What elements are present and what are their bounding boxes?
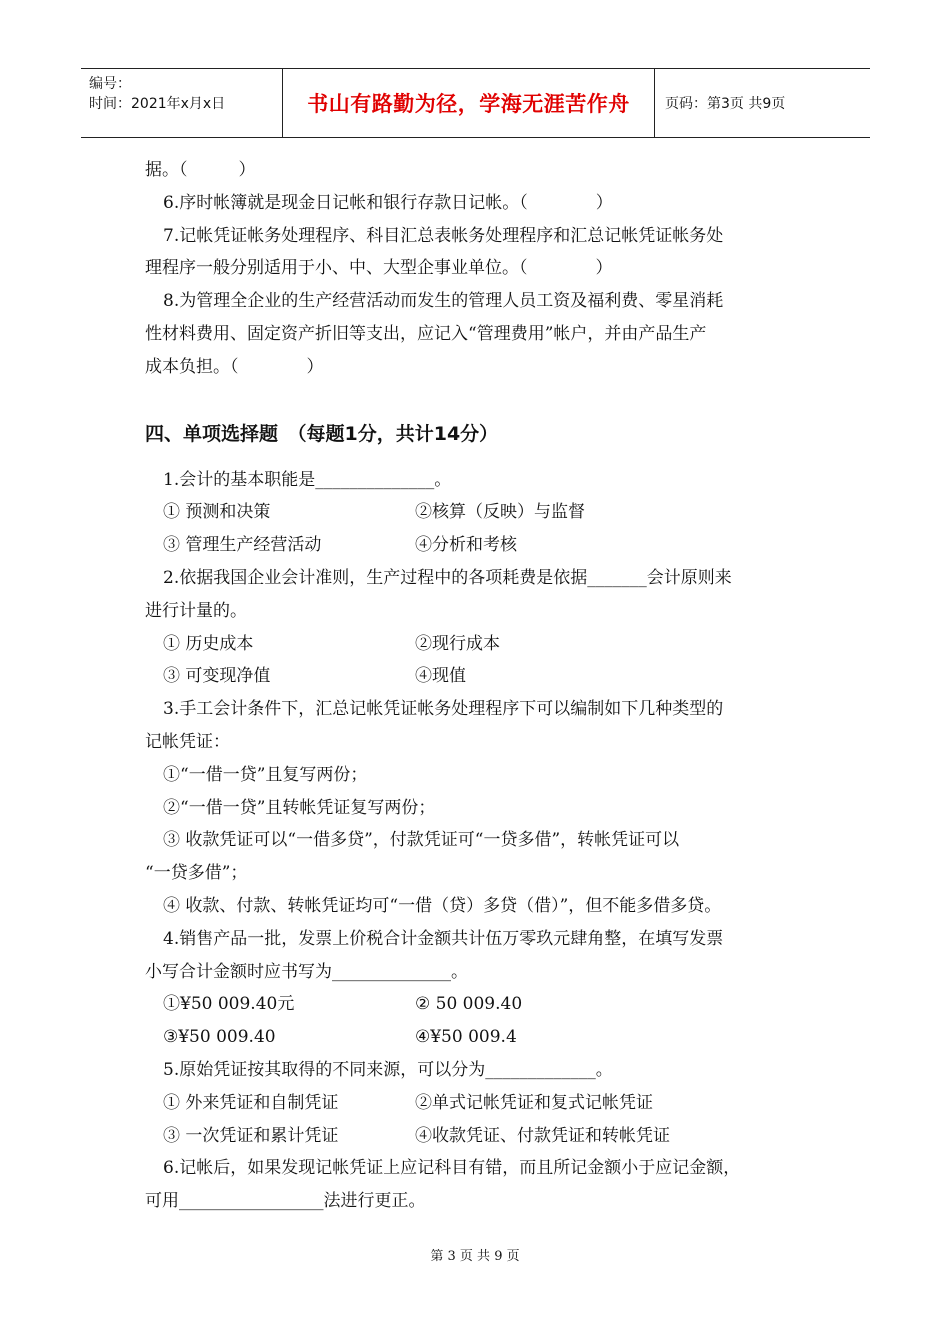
document-body (145, 154, 825, 1218)
option: ④收款凭证、付款凭证和转帐凭证 (415, 1125, 670, 1146)
option: ③ 管理生产经营活动 (163, 535, 322, 556)
q4-stem: 4.销售产品一批，发票上价税合计金额共计伍万零玖元肆角整，在填写发票 (163, 928, 724, 949)
number-label: 编号： (89, 76, 131, 92)
option: ② 50 009.40 (415, 994, 523, 1015)
q3-item: ②“一借一贷”且转帐凭证复写两份； (163, 797, 436, 818)
option: ① 历史成本 (163, 633, 254, 654)
tf-line: 理程序一般分别适用于小、中、大型企事业单位。（ ） (145, 258, 613, 279)
q5-stem: 5.原始凭证按其取得的不同来源，可以分为_____________。 (163, 1059, 613, 1080)
option: ④¥50 009.4 (415, 1027, 517, 1048)
q1-stem: 1.会计的基本职能是______________。 (163, 469, 452, 490)
q1-options-row (145, 496, 825, 529)
tf-line: 8.为管理全企业的生产经营活动而发生的管理人员工资及福利费、零星消耗 (163, 291, 724, 312)
q3-item: ①“一借一贷”且复写两份； (163, 764, 368, 785)
header-motto: 书山有路勤为径，学海无涯苦作舟 (283, 69, 655, 137)
option: ②单式记帐凭证和复式记帐凭证 (415, 1092, 653, 1113)
q3-item-cont: “一贷多借”； (145, 863, 248, 884)
q3-stem: 3.手工会计条件下，汇总记帐凭证帐务处理程序下可以编制如下几种类型的 (163, 699, 724, 720)
option: ① 外来凭证和自制凭证 (163, 1092, 339, 1113)
q1-options-row (145, 529, 825, 562)
section-title: 四、单项选择题 （每题1分，共计14分） (145, 422, 499, 445)
option: ①¥50 009.40元 (163, 994, 295, 1015)
option: ④分析和考核 (415, 535, 517, 556)
q3-item: ③ 收款凭证可以“一借多贷”，付款凭证可“一贷多借”，转帐凭证可以 (163, 830, 680, 851)
option: ④现值 (415, 666, 466, 687)
q2-options-row (145, 628, 825, 661)
tf-line: 性材料费用、固定资产折旧等支出，应记入“管理费用”帐户，并由产品生产 (145, 323, 707, 344)
q5-options-row (145, 1087, 825, 1120)
q4-stem-cont: 小写合计金额时应书写为______________。 (145, 961, 468, 982)
q4-options-row (145, 988, 825, 1021)
option: ②现行成本 (415, 633, 500, 654)
q3-item: ④ 收款、付款、转帐凭证均可“一借（贷）多贷（借）”，但不能多借多贷。 (163, 895, 722, 916)
option: ③ 可变现净值 (163, 666, 271, 687)
q4-options-row (145, 1021, 825, 1054)
option: ③ 一次凭证和累计凭证 (163, 1125, 339, 1146)
q2-stem: 2.依据我国企业会计准则，生产过程中的各项耗费是依据_______会计原则来 (163, 567, 732, 588)
page-header (81, 68, 870, 138)
q3-stem-cont: 记帐凭证： (145, 731, 230, 752)
q2-options-row (145, 660, 825, 693)
tf-line: 7.记帐凭证帐务处理程序、科目汇总表帐务处理程序和汇总记帐凭证帐务处 (163, 225, 724, 246)
header-page-label: 页码：第3页 共9页 (665, 96, 786, 112)
section-gap (145, 384, 825, 414)
q5-options-row (145, 1120, 825, 1153)
option: ③¥50 009.40 (163, 1027, 276, 1048)
q6-stem-cont: 可用_________________法进行更正。 (145, 1191, 426, 1212)
q6-stem: 6.记帐后，如果发现记帐凭证上应记科目有错，而且所记金额小于应记金额， (163, 1158, 741, 1179)
date-label: 时间：2021年x月x日 (89, 96, 226, 112)
option: ① 预测和决策 (163, 502, 271, 523)
tf-line: 6.序时帐簿就是现金日记帐和银行存款日记帐。（ ） (163, 192, 613, 213)
q2-stem-cont: 进行计量的。 (145, 600, 247, 621)
header-meta (81, 69, 283, 137)
option: ②核算（反映）与监督 (415, 502, 585, 523)
page-footer: 第 3 页 共 9 页 (430, 1249, 520, 1264)
tf-line: 成本负担。（ ） (145, 356, 324, 377)
tf-line: 据。（ ） (145, 160, 256, 180)
